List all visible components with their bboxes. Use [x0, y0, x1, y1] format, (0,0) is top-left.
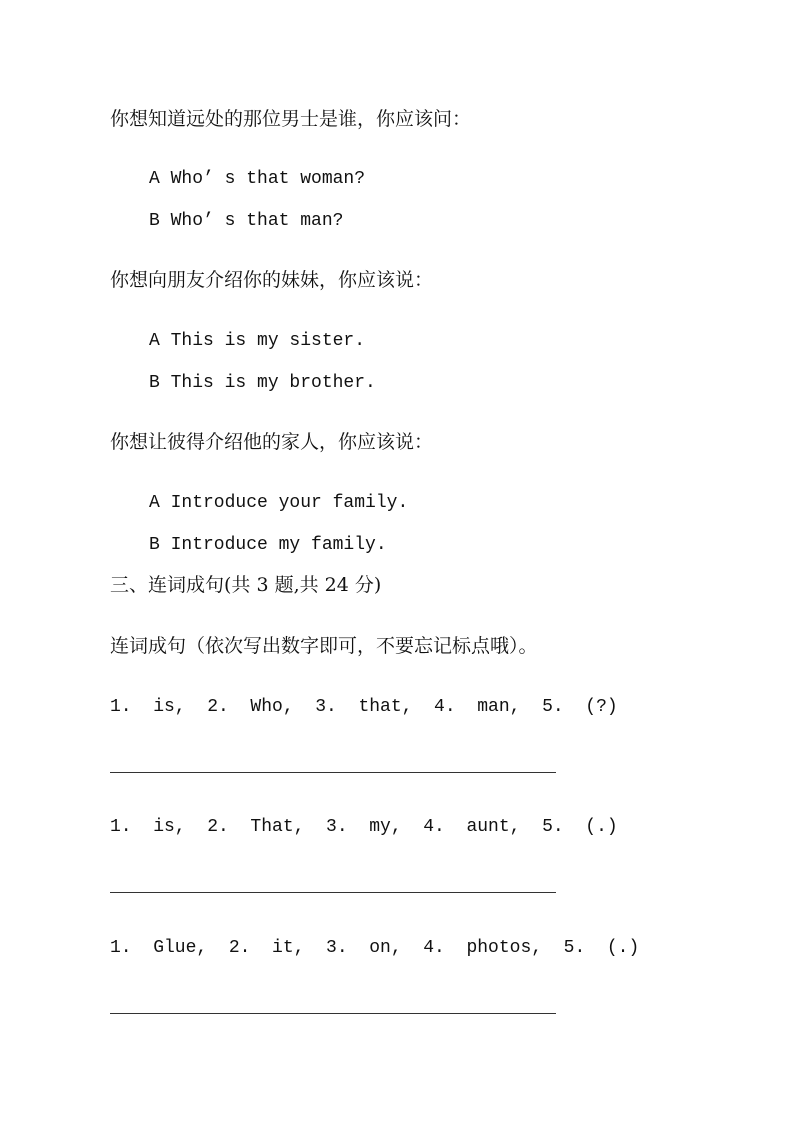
question-3-option-a: A Introduce your family. [149, 493, 409, 513]
answer-line-1 [110, 772, 556, 773]
question-2-prompt: 你想向朋友介绍你的妹妹，你应该说： [110, 269, 434, 291]
section-3-heading: 三、连词成句(共 3 题,共 24 分) [110, 574, 382, 596]
word-order-item-1: 1. is, 2. Who, 3. that, 4. man, 5. (?) [110, 697, 618, 717]
word-order-item-2: 1. is, 2. That, 3. my, 4. aunt, 5. (.) [110, 817, 618, 837]
question-1-option-a: A Who’ s that woman? [149, 169, 366, 189]
answer-line-3 [110, 1013, 556, 1014]
question-3-option-b: B Introduce my family. [149, 535, 387, 555]
question-1-prompt: 你想知道远处的那位男士是谁，你应该问： [110, 108, 472, 130]
question-2-option-b: B This is my brother. [149, 373, 376, 393]
question-2-option-a: A This is my sister. [149, 331, 366, 351]
word-order-item-3: 1. Glue, 2. it, 3. on, 4. photos, 5. (.) [110, 938, 640, 958]
section-3-instruction: 连词成句（依次写出数字即可，不要忘记标点哦）。 [110, 635, 538, 657]
question-1-option-b: B Who’ s that man? [149, 211, 344, 231]
question-3-prompt: 你想让彼得介绍他的家人，你应该说： [110, 431, 434, 453]
answer-line-2 [110, 892, 556, 893]
